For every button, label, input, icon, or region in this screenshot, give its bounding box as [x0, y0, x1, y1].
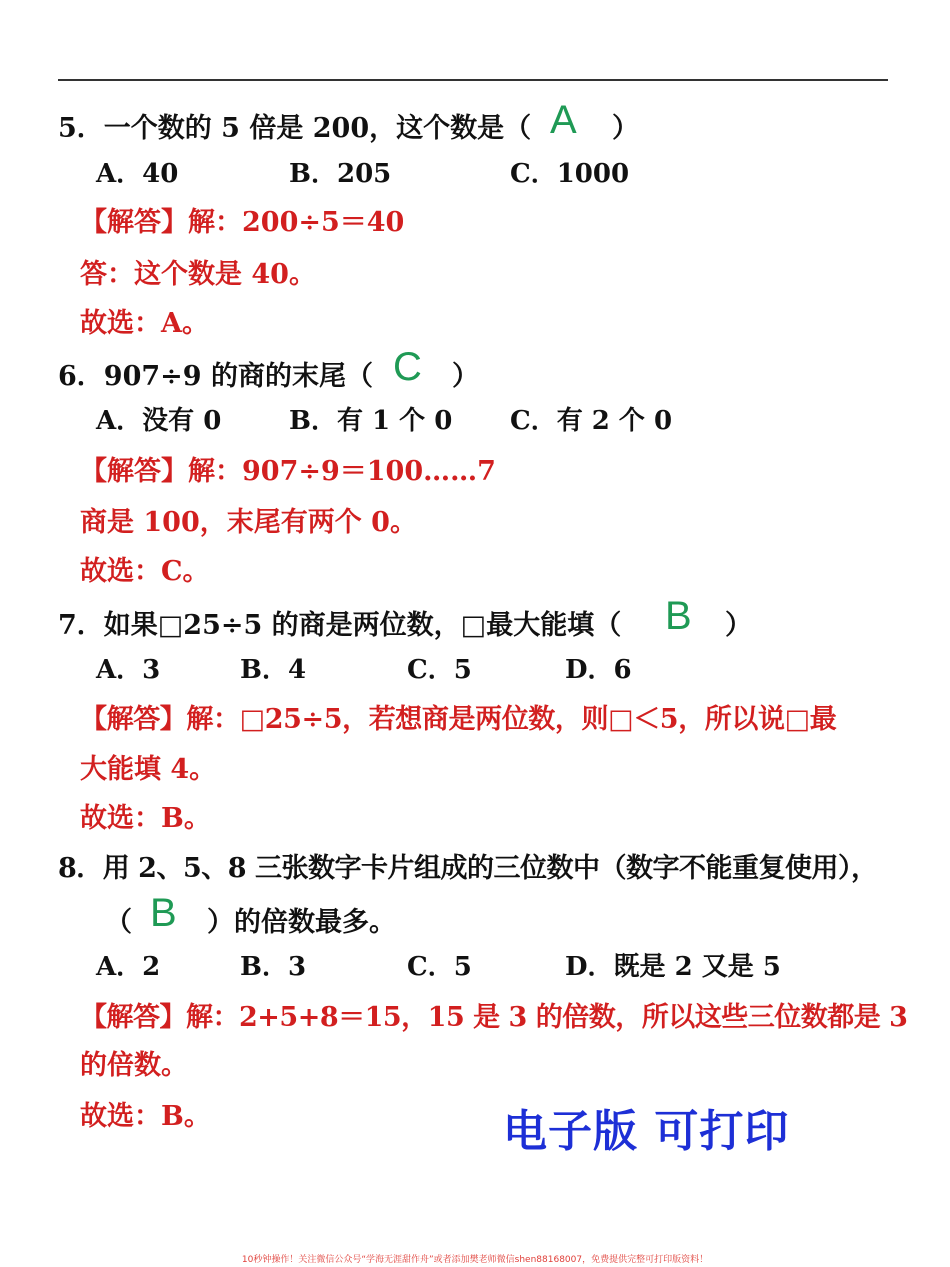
q8-answer-text: 的倍数。	[80, 1050, 188, 1081]
q7-option-a: A．3	[96, 655, 161, 685]
q5-answer-text: 答：这个数是 40。	[80, 259, 316, 290]
footer-note: 10秒钟操作！关注微信公众号“学海无涯甜作舟”或者添加樊老师微信shen88168007，免费提供完整可打印版资料！	[241, 1255, 709, 1265]
q6-option-a: A．没有 0	[96, 406, 222, 436]
q6-option-c: C．有 2 个 0	[510, 406, 673, 436]
q8-stem: 8．用 2、5、8 三张数字卡片组成的三位数中（数字不能重复使用），	[58, 853, 878, 884]
q5-answer: A	[550, 98, 577, 142]
q6-answer-text: 商是 100，末尾有两个 0。	[80, 507, 417, 538]
q8-answer: B	[150, 891, 177, 935]
q8-open: （	[105, 907, 132, 938]
q5-option-b: B．205	[289, 159, 392, 189]
q7-answer-text: 大能填 4。	[80, 754, 217, 785]
q6-option-b: B．有 1 个 0	[289, 406, 453, 436]
q8-option-a: A．2	[96, 952, 161, 982]
q5-close: ）	[612, 113, 639, 144]
q7-option-c: C．5	[407, 655, 472, 685]
q8-option-c: C．5	[407, 952, 472, 982]
q8-option-b: B．3	[240, 952, 307, 982]
q5-stem: 5．一个数的 5 倍是 200，这个数是（	[58, 113, 532, 144]
q6-choice: 故选：C。	[80, 556, 210, 587]
q6-solution: 【解答】解：907÷9＝100……7	[80, 456, 496, 487]
q7-close: ）	[725, 610, 752, 641]
q5-solution: 【解答】解：200÷5＝40	[80, 207, 405, 238]
q7-choice: 故选：B。	[80, 803, 211, 834]
q8-choice: 故选：B。	[80, 1101, 211, 1132]
q5-choice: 故选：A。	[80, 308, 209, 339]
q7-solution: 【解答】解：□25÷5，若想商是两位数，则□＜5，所以说□最	[80, 704, 837, 735]
top-divider	[58, 79, 888, 81]
q6-stem: 6．907÷9 的商的末尾（	[58, 361, 373, 392]
q6-close: ）	[452, 361, 479, 392]
q7-option-b: B．4	[240, 655, 307, 685]
q7-option-d: D．6	[565, 655, 632, 685]
q8-tail: ）的倍数最多。	[207, 907, 396, 938]
q8-solution: 【解答】解：2+5+8＝15，15 是 3 的倍数，所以这些三位数都是 3	[80, 1002, 908, 1033]
q7-stem: 7．如果□25÷5 的商是两位数，□最大能填（	[58, 610, 622, 641]
q5-option-c: C．1000	[510, 159, 630, 189]
q7-answer: B	[665, 594, 692, 638]
q6-answer: C	[393, 345, 422, 389]
q8-option-d: D．既是 2 又是 5	[565, 952, 781, 982]
promo-banner: 电子版 可打印	[503, 1106, 790, 1157]
q5-option-a: A．40	[96, 159, 179, 189]
